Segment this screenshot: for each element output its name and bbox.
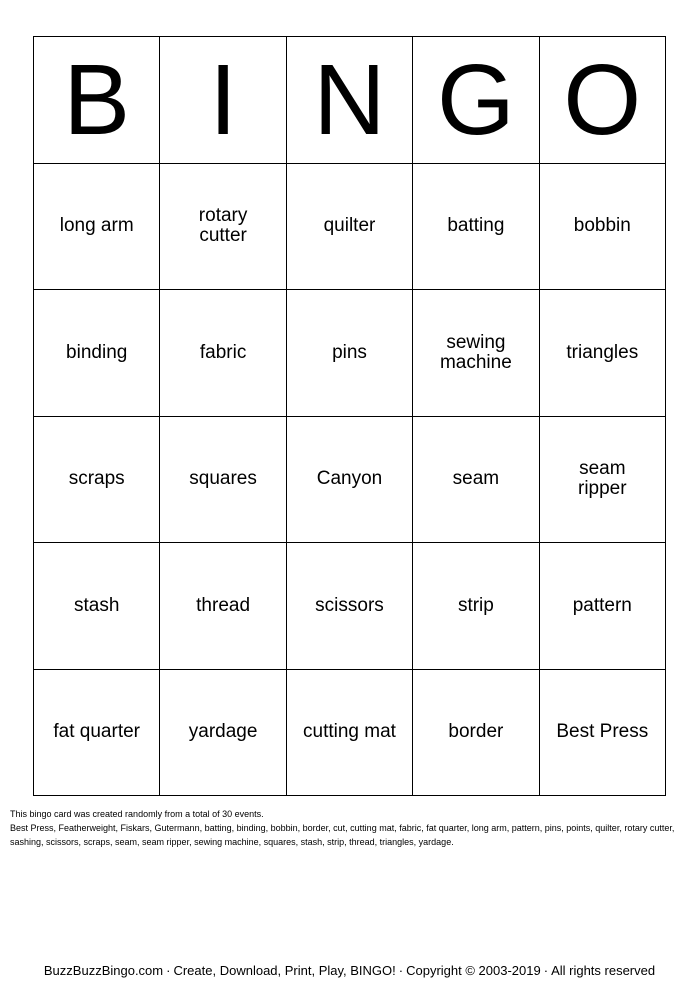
square-label: cutting mat (303, 721, 396, 743)
square-label: scissors (315, 594, 384, 616)
bingo-square (34, 417, 160, 544)
square-label: stash (73, 594, 120, 616)
header-letter: G (413, 37, 539, 164)
square-label: fat quarter (53, 721, 140, 743)
header-letter: I (160, 37, 286, 164)
bingo-square (413, 417, 539, 544)
bingo-square (287, 543, 413, 670)
bingo-square (160, 670, 286, 797)
square-label: sewing machine (439, 331, 512, 373)
square-label: fabric (199, 341, 247, 363)
bingo-square (160, 543, 286, 670)
square-label: yardage (188, 721, 258, 743)
footer-separator: · (398, 963, 404, 978)
bingo-square (34, 164, 160, 291)
bingo-square (540, 543, 666, 670)
square-label: Best Press (556, 721, 649, 743)
header-letter: B (34, 37, 160, 164)
page-footer (0, 962, 699, 980)
header-letter: N (287, 37, 413, 164)
bingo-square (34, 543, 160, 670)
square-label: binding (66, 341, 128, 363)
square-label: quilter (323, 215, 376, 237)
footer-copyright: Copyright © 2003-2019 (406, 963, 541, 978)
bingo-square (287, 417, 413, 544)
square-label: border (448, 721, 504, 743)
bingo-square (34, 670, 160, 797)
square-label: thread (196, 594, 251, 616)
footer-tagline: Create, Download, Print, Play, BINGO! (173, 963, 396, 978)
header-letter: O (540, 37, 666, 164)
bingo-square (287, 670, 413, 797)
bingo-square (287, 290, 413, 417)
bingo-square (287, 164, 413, 291)
square-label: Canyon (316, 468, 383, 490)
square-label: squares (189, 468, 257, 490)
notes-summary: This bingo card was created randomly from a total of 30 events. (10, 809, 264, 819)
bingo-square (540, 164, 666, 291)
square-label: rotary cutter (198, 205, 248, 247)
square-label: strip (457, 594, 494, 616)
bingo-square (413, 543, 539, 670)
square-label: triangles (566, 341, 639, 363)
square-label: long arm (59, 215, 134, 237)
square-label: seam ripper (578, 458, 627, 500)
square-label: pattern (572, 594, 632, 616)
bingo-square (160, 290, 286, 417)
bingo-square (160, 164, 286, 291)
bingo-square (413, 670, 539, 797)
bingo-square (413, 164, 539, 291)
notes-event-list: Best Press, Featherweight, Fiskars, Gutermann, batting, binding, bobbin, border, cut, cutting mat, fabric, fat quarter, long arm, pattern, pins, points, quilter, rotary cutter, sashing, scissors, scraps, seam, seam ripper, sewing machine, squares, stash, strip, thread, triangles, yardage. (10, 823, 675, 847)
bingo-square (540, 670, 666, 797)
footer-separator: · (166, 963, 171, 978)
bingo-square (540, 290, 666, 417)
bingo-square (540, 417, 666, 544)
footer-rights: All rights reserved (551, 963, 656, 978)
footer-site: BuzzBuzzBingo.com (43, 963, 164, 978)
bingo-card (33, 36, 666, 796)
square-label: scraps (68, 468, 125, 490)
bingo-square (160, 417, 286, 544)
card-notes (10, 807, 694, 849)
footer-separator: · (543, 963, 549, 978)
square-label: bobbin (573, 215, 631, 237)
bingo-square (413, 290, 539, 417)
square-label: batting (447, 215, 505, 237)
bingo-square (34, 290, 160, 417)
square-label: pins (332, 341, 367, 363)
square-label: seam (452, 468, 500, 490)
